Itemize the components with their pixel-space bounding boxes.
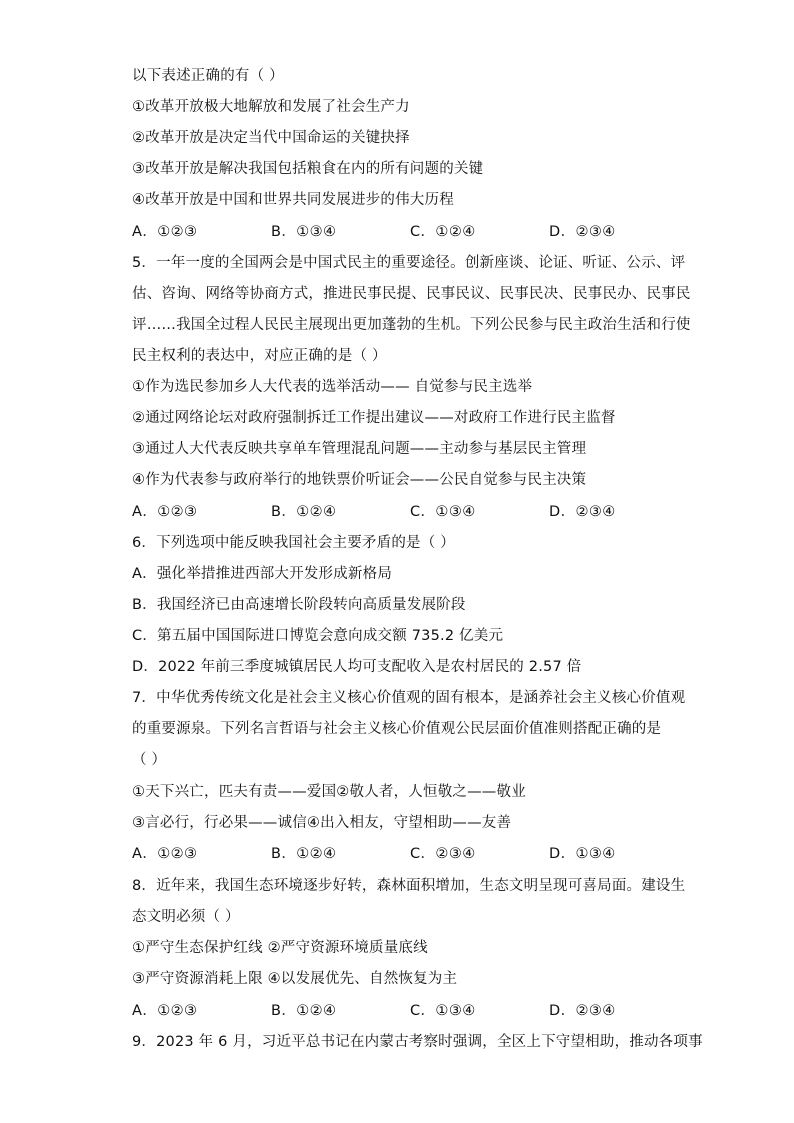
option-c: C．①③④ bbox=[410, 504, 476, 520]
option-c: C．①③④ bbox=[410, 1003, 476, 1019]
statement-2: ②改革开放是决定当代中国命运的关键抉择 bbox=[132, 130, 410, 146]
question-5-line-3: 评……我国全过程人民民主展现出更加蓬勃的生机。下列公民参与民主政治生活和行使 bbox=[132, 317, 691, 333]
question-6: 6．下列选项中能反映我国社会主要矛盾的是（ ） bbox=[132, 535, 455, 551]
statement-3: ③改革开放是解决我国包括粮食在内的所有问题的关键 bbox=[132, 161, 484, 177]
option-d: D．②③④ bbox=[549, 504, 616, 520]
question-9-line-1: 9．2023 年 6 月，习近平总书记在内蒙古考察时强调，全区上下守望相助，推动各项事 bbox=[132, 1034, 703, 1050]
statement-pair-2: ③严守资源消耗上限 ④以发展优先、自然恢复为主 bbox=[132, 971, 458, 987]
statement-1: ①改革开放极大地解放和发展了社会生产力 bbox=[132, 99, 410, 115]
choice-d: D．2022 年前三季度城镇居民人均可支配收入是农村居民的 2.57 倍 bbox=[132, 659, 582, 675]
option-d: D．①③④ bbox=[549, 846, 616, 862]
question-8-line-2: 态文明必须（ ） bbox=[132, 909, 240, 925]
option-a: A．①②③ bbox=[132, 846, 198, 862]
choice-c: C．第五届中国国际进口博览会意向成交额 735.2 亿美元 bbox=[132, 628, 504, 644]
option-d: D．②③④ bbox=[549, 1003, 616, 1019]
option-b: B．①②④ bbox=[271, 846, 337, 862]
statement-pair-1: ①严守生态保护红线 ②严守资源环境质量底线 bbox=[132, 940, 428, 956]
question-8-line-1: 8．近年来，我国生态环境逐步好转，森林面积增加，生态文明呈现可喜局面。建设生 bbox=[132, 878, 686, 894]
option-a: A．①②③ bbox=[132, 1003, 198, 1019]
statement-2: ②通过网络论坛对政府强制拆迁工作提出建议——对政府工作进行民主监督 bbox=[132, 410, 616, 426]
statement-1: ①作为选民参加乡人大代表的选举活动—— 自觉参与民主选举 bbox=[132, 379, 533, 395]
question-5-line-2: 估、咨询、网络等协商方式，推进民事民提、民事民议、民事民决、民事民办、民事民 bbox=[132, 286, 691, 302]
option-b: B．①②④ bbox=[271, 504, 337, 520]
question-5-line-1: 5．一年一度的全国两会是中国式民主的重要途径。创新座谈、论证、听证、公示、评 bbox=[132, 255, 686, 271]
option-b: B．①③④ bbox=[271, 224, 337, 240]
statement-pair-1: ①天下兴亡，匹夫有责——爱国②敬人者，人恒敬之——敬业 bbox=[132, 784, 526, 800]
question-intro: 以下表述正确的有（ ） bbox=[132, 68, 284, 84]
option-c: C．①②④ bbox=[410, 224, 476, 240]
statement-4: ④作为代表参与政府举行的地铁票价听证会——公民自觉参与民主决策 bbox=[132, 472, 587, 488]
choice-a: A．强化举措推进西部大开发形成新格局 bbox=[132, 566, 393, 582]
option-d: D．②③④ bbox=[549, 224, 616, 240]
question-5-line-4: 民主权利的表达中，对应正确的是（ ） bbox=[132, 348, 387, 364]
option-c: C．②③④ bbox=[410, 846, 476, 862]
question-7-line-1: 7．中华优秀传统文化是社会主义核心价值观的固有根本，是涵养社会主义核心价值观 bbox=[132, 690, 686, 706]
choice-b: B．我国经济已由高速增长阶段转向高质量发展阶段 bbox=[132, 597, 466, 613]
option-a: A．①②③ bbox=[132, 224, 198, 240]
statement-3: ③通过人大代表反映共享单车管理混乱问题——主动参与基层民主管理 bbox=[132, 441, 587, 457]
option-b: B．①②④ bbox=[271, 1003, 337, 1019]
option-a: A．①②③ bbox=[132, 504, 198, 520]
question-7-line-3: （ ） bbox=[132, 752, 167, 768]
statement-4: ④改革开放是中国和世界共同发展进步的伟大历程 bbox=[132, 192, 454, 208]
statement-pair-2: ③言必行，行必果——诚信④出入相友，守望相助——友善 bbox=[132, 815, 512, 831]
question-7-line-2: 的重要源泉。下列名言哲语与社会主义核心价值观公民层面价值准则搭配正确的是 bbox=[132, 721, 662, 737]
